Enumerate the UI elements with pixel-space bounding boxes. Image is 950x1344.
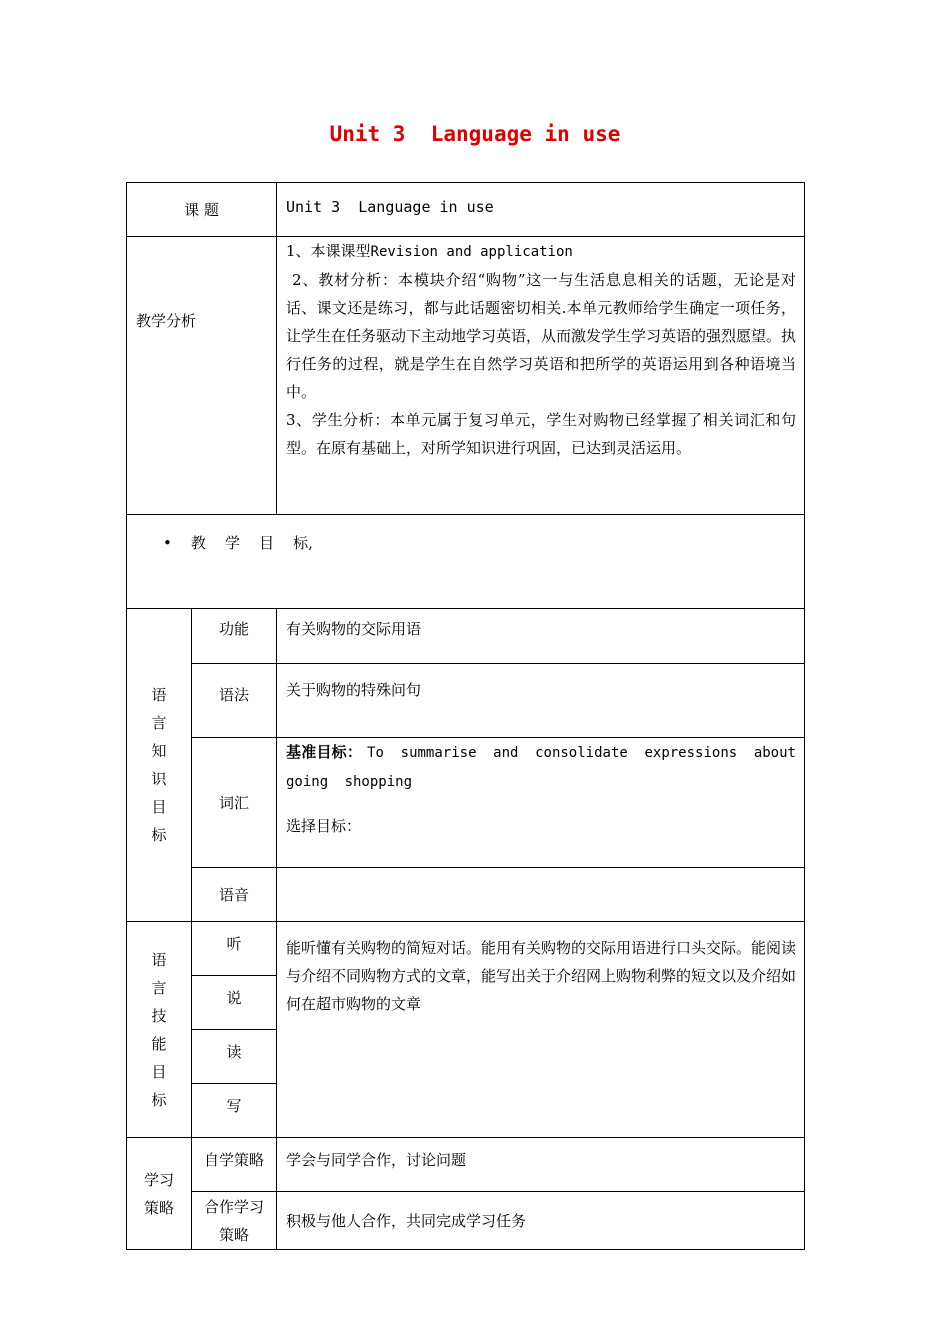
topic-label: 课 题: [127, 183, 277, 237]
skill-reading: 读: [192, 1030, 277, 1084]
vocabulary-value: 基准目标： To summarise and consolidate expressions about going shopping 选择目标：: [277, 738, 805, 868]
knowledge-group-label: 语言知识目标: [127, 609, 192, 922]
phonetics-value: [277, 868, 805, 922]
vocabulary-row: [127, 738, 805, 868]
topic-value: Unit 3 Language in use: [277, 183, 805, 237]
topic-row: [127, 183, 805, 237]
goals-heading: • 教 学 目 标,: [163, 534, 313, 552]
coop-value: 积极与他人合作，共同完成学习任务: [277, 1192, 805, 1250]
analysis-label: 教学分析: [127, 237, 277, 515]
strategy-group-label: 学习策略: [127, 1138, 192, 1250]
grammar-row: [127, 664, 805, 738]
function-row: [127, 609, 805, 664]
listening-row: [127, 922, 805, 976]
analysis-item-2: 2、教材分析：本模块介绍“购物”这一与生活息息相关的话题，无论是对话、课文还是练习，都与此话题密切相关.本单元教师给学生确定一项任务，让学生在任务驱动下主动地学习英语，从而激发学生学习英语的强烈愿望。执行任务的过程，就是学生在自然学习英语和把所学的英语运用到各种语境当中。: [286, 271, 797, 401]
page-title: Unit 3 Language in use: [329, 122, 621, 146]
grammar-value: 关于购物的特殊问句: [277, 664, 805, 738]
function-value: 有关购物的交际用语: [277, 609, 805, 664]
self-study-row: [127, 1138, 805, 1192]
skill-listening: 听: [192, 922, 277, 976]
function-label: 功能: [192, 609, 277, 664]
analysis-item-1: 1、本课课型Revision and application: [286, 242, 573, 260]
coop-label: 合作学习策略: [192, 1192, 277, 1250]
skills-value: 能听懂有关购物的简短对话。能用有关购物的交际用语进行口头交际。能阅读与介绍不同购物方式的文章，能写出关于介绍网上购物利弊的短文以及介绍如何在超市购物的文章: [277, 922, 805, 1138]
goals-heading-cell: [127, 515, 805, 609]
skill-speaking: 说: [192, 976, 277, 1030]
skill-writing: 写: [192, 1084, 277, 1138]
lesson-plan-table: [126, 182, 805, 1250]
grammar-label: 语法: [192, 664, 277, 738]
coop-row: [127, 1192, 805, 1250]
analysis-item-3: 3、学生分析：本单元属于复习单元，学生对购物已经掌握了相关词汇和句型。在原有基础上，对所学知识进行巩固，已达到灵活运用。: [286, 411, 796, 457]
analysis-content: [277, 237, 805, 515]
self-study-value: 学会与同学合作，讨论问题: [277, 1138, 805, 1192]
phonetics-row: [127, 868, 805, 922]
skills-group-label: 语言技能目标: [127, 922, 192, 1138]
self-study-label: 自学策略: [192, 1138, 277, 1192]
phonetics-label: 语音: [192, 868, 277, 922]
analysis-row: [127, 237, 805, 515]
goals-heading-row: [127, 515, 805, 609]
vocabulary-label: 词汇: [192, 738, 277, 868]
